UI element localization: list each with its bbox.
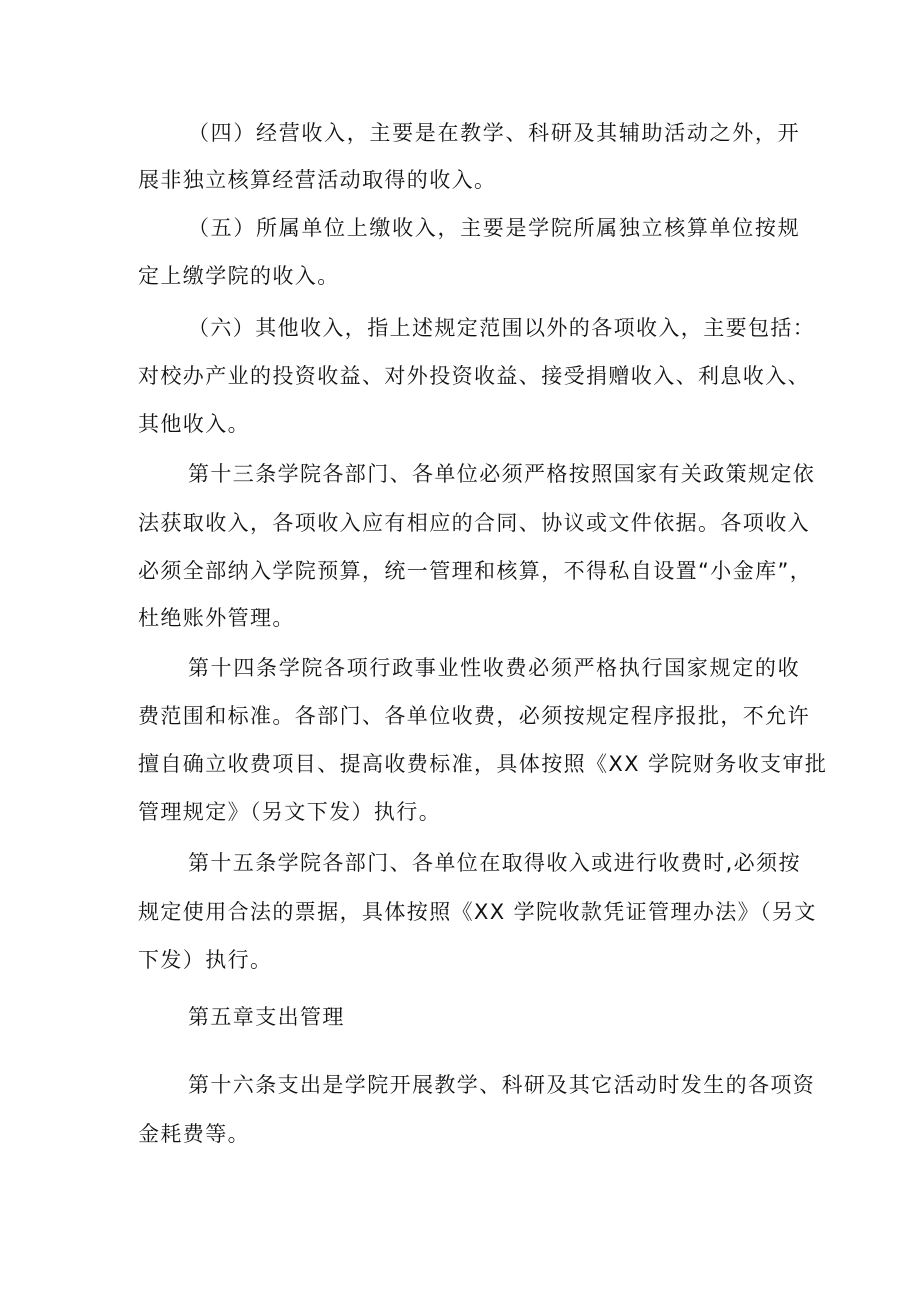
text-line: 擅自确立收费项目、提高收费标准，具体按照《XX 学院财务收支审批	[138, 752, 828, 776]
text-line: 必须全部纳入学院预算，统一管理和核算，不得私自设置“小金库”，	[138, 559, 813, 583]
text-line: 规定使用合法的票据，具体按照《XX 学院收款凭证管理办法》（另文	[138, 900, 817, 924]
text-line: 法获取收入，各项收入应有相应的合同、协议或文件依据。各项收入	[138, 511, 810, 535]
text-line: （五）所属单位上缴收入，主要是学院所属独立核算单位按规	[188, 216, 800, 240]
text-line: 费范围和标准。各部门、各单位收费，必须按规定程序报批，不允许	[138, 704, 810, 728]
text-line: 第十五条学院各部门、各单位在取得收入或进行收费时,必须按	[188, 851, 801, 875]
text-line: 展非独立核算经营活动取得的收入。	[138, 168, 497, 192]
text-line: 第十六条支出是学院开展教学、科研及其它活动时发生的各项资	[188, 1073, 816, 1097]
text-line: 第十三条学院各部门、各单位必须严格按照国家有关政策规定依	[188, 462, 816, 486]
text-line: 下发）执行。	[138, 948, 273, 972]
text-line: 管理规定》（另文下发）执行。	[138, 800, 442, 824]
text-line: （六）其他收入，指上述规定范围以外的各项收入，主要包括：	[188, 316, 816, 340]
text-line: 定上缴学院的收入。	[138, 264, 340, 288]
text-line: 第十四条学院各项行政事业性收费必须严格执行国家规定的收	[188, 656, 800, 680]
text-line: 对校办产业的投资收益、对外投资收益、接受捐赠收入、利息收入、	[138, 364, 810, 388]
text-line: （四）经营收入，主要是在教学、科研及其辅助活动之外，开	[188, 121, 800, 145]
text-line: 第五章支出管理	[188, 1005, 345, 1029]
text-line: 其他收入。	[138, 412, 250, 436]
text-line: 金耗费等。	[138, 1122, 250, 1146]
text-line: 杜绝账外管理。	[138, 606, 295, 630]
